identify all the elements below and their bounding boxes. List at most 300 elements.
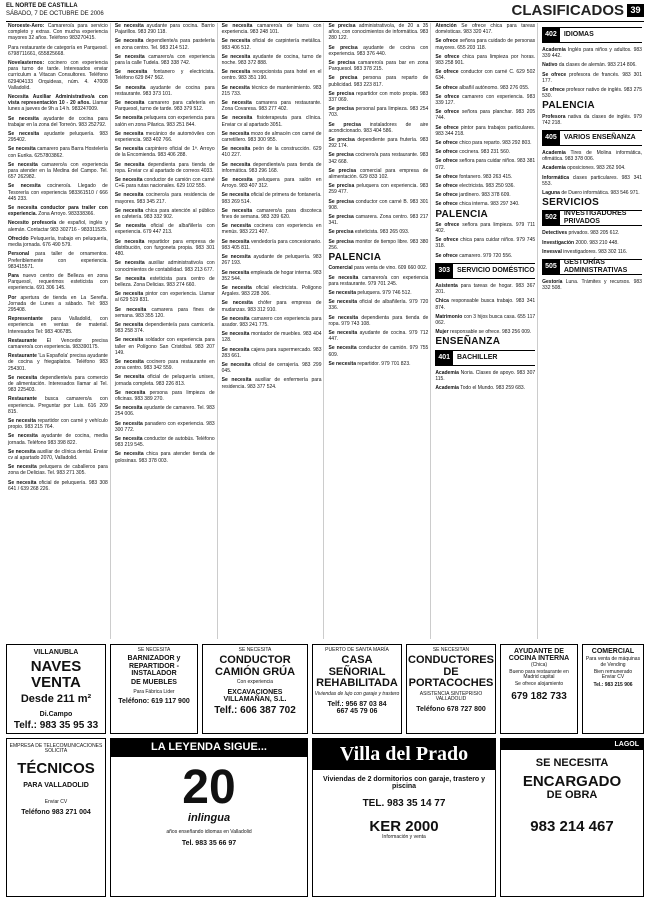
classified-ad	[328, 75, 428, 87]
ad-line: inlingua	[187, 811, 231, 824]
ad-text: esteticista para centro de belleza. Zona Delicias. 983 274 660.	[114, 275, 215, 288]
ad-text: Peluquería, trabajo en peluquería, media jornada. 676 490 579.	[8, 235, 108, 249]
ad-lead: Se necesita	[221, 161, 251, 168]
ad-lead: Se necesita	[114, 115, 143, 122]
ad-lead: Se necesita	[221, 69, 251, 76]
ad-text: oficial de carpintería metálica. 983 406 512.	[221, 38, 322, 51]
classified-ad	[222, 23, 322, 35]
classified-ad	[328, 299, 428, 311]
classified-ad	[542, 279, 642, 291]
ad-lead: Se necesita	[221, 146, 251, 153]
classified-ad	[115, 405, 215, 417]
category-heading: ENSEÑANZA	[435, 336, 501, 348]
ad-text: recepcionista para hotel en el centro. 983 351 190.	[221, 69, 322, 82]
classified-ad	[115, 192, 215, 204]
ad-text: auxiliar administrativo/a con conocimientos de contabilidad. 983 213 677.	[114, 260, 215, 273]
classified-ad	[222, 347, 322, 359]
ad-lead: Se necesita	[114, 275, 146, 282]
classified-ad	[222, 208, 322, 220]
ad-line: VILLANUBLA	[33, 649, 79, 656]
ad-lead: Se precisa	[328, 60, 355, 67]
ad-lead: Se ofrece	[435, 93, 460, 100]
ad-lead: Se ofrece	[435, 38, 459, 45]
classified-ad	[435, 283, 535, 295]
classified-ad	[8, 23, 108, 42]
region-heading: PALENCIA	[328, 252, 382, 264]
classified-ad	[435, 69, 535, 81]
classified-ad	[435, 23, 535, 35]
classified-ad	[328, 168, 428, 180]
ad-line: Telf.: 606 387 702	[214, 705, 296, 717]
ad-text: chófer para empresa de mudanzas. 983 312 910.	[221, 300, 322, 313]
ad-text: pintor para trabajos particulares. 983 344 218.	[435, 124, 536, 137]
classified-ad	[8, 480, 108, 492]
classified-ad	[115, 115, 215, 127]
classified-ad	[435, 183, 535, 189]
classified-ad	[115, 146, 215, 158]
classified-ad	[8, 418, 108, 430]
ad-text: 2000. 983 210 448.	[575, 239, 619, 246]
classified-ad	[328, 239, 428, 251]
ad-line: Enviar CV	[601, 674, 625, 681]
classified-ad	[435, 158, 535, 170]
ad-tecnicos	[6, 738, 106, 897]
ad-lead: Se precisa	[328, 152, 354, 159]
ad-line: SE NECESITA	[535, 757, 609, 770]
ad-lead: Se necesita	[8, 183, 41, 190]
ad-lead: Se necesita	[114, 223, 146, 230]
ad-text: persona para limpieza de oficinas. 983 389 270.	[114, 389, 215, 402]
classified-ad	[435, 149, 535, 155]
classified-ad	[542, 150, 642, 162]
ad-lead: Nativo	[542, 62, 558, 69]
ad-lead: Se ofrece	[435, 252, 458, 259]
ad-encargado-obra	[500, 738, 644, 897]
ad-text: ayudante de cocina, media jornada. Teléfono 983 398 822.	[8, 433, 108, 446]
ad-lead: Se ofrece	[435, 221, 460, 228]
classified-ad	[435, 94, 535, 106]
ad-line: Viviendas de 2 dormitorios con garaje, trastero y piscina	[322, 776, 486, 791]
ad-line: BARNIZADOR y REPARTIDOR - INSTALADOR	[127, 655, 181, 677]
ad-lead: Se ofrece	[435, 84, 458, 91]
classified-ad	[115, 436, 215, 448]
ad-barnizador	[110, 644, 198, 734]
ad-text: ayudante para cocina. Barrio Pajarillos. 983 290 118.	[114, 23, 215, 36]
ad-text: personal para limpieza. 983 254 703.	[328, 106, 429, 119]
ad-text: Zona Arroyo. 983338366.	[38, 211, 95, 218]
ad-conductor-grua	[202, 644, 308, 734]
ad-lead: Se necesita	[114, 435, 143, 442]
ad-text: camarero con experiencia. 983 339 127.	[435, 93, 536, 107]
ad-line: SE NECESITAN	[432, 647, 470, 653]
ad-lead: Se necesita	[8, 161, 38, 168]
ad-line: DE OBRA	[546, 788, 598, 801]
ad-text: dependiente/a para comercio de alimentación. Interesados llamar al Tel. 983 225403.	[8, 374, 108, 394]
ad-line: KER 2000	[369, 818, 439, 836]
ad-lead: Se necesita	[114, 192, 144, 199]
section-heading	[542, 259, 642, 275]
ad-text: oficial de albañilería. 979 720 336.	[328, 299, 429, 312]
ad-text: camarero para Barra Hostelería con Eurika. 6257803862.	[8, 146, 108, 159]
classified-ad	[222, 331, 322, 343]
ad-lead: Se ofrece	[435, 158, 458, 165]
ad-text: dependiente/a para tienda de informática. 983 296 168.	[221, 161, 322, 174]
ad-lead: Se necesita	[114, 161, 145, 168]
classified-ad	[115, 162, 215, 174]
ad-lead: Se necesita	[114, 321, 144, 328]
section-heading	[542, 27, 642, 43]
classified-ad	[328, 330, 428, 342]
classified-ad	[328, 345, 428, 357]
classified-ad	[115, 374, 215, 386]
ad-text: cocinero/a para residencia de mayores. 983 345 217.	[114, 192, 215, 205]
classified-ad	[222, 223, 322, 235]
ad-text: oficial de peluquería unisex, jornada completa. 983 226 813.	[114, 374, 215, 387]
ad-text: dependienta para tienda de ropa. 979 743 108.	[328, 314, 429, 327]
ad-lead: Academia	[542, 165, 566, 172]
classified-ad	[328, 275, 428, 287]
ad-text: ayudante de camarero. Tel. 983 254 006.	[114, 405, 215, 418]
classifieds-columns	[6, 23, 644, 639]
ad-lead: Se necesita	[114, 207, 144, 214]
classified-ad	[435, 85, 535, 91]
ad-text: cajera para supermercado. 983 283 661.	[221, 346, 322, 359]
ad-text: cocinero/a para restaurante. 983 342 668.	[328, 152, 429, 165]
classified-ad	[542, 62, 642, 68]
ad-text: soldador con experiencia para taller en Polígono San Cristóbal. 983 207 149.	[114, 337, 215, 356]
ad-text: cocinero/a. Llegado de Tesorería con experiencia 983361510 / 666 445 233.	[8, 183, 108, 202]
classified-ad	[328, 199, 428, 211]
classified-ad	[542, 240, 642, 246]
ad-text: camarero/a para discoteca fines de semana. 983 339 620.	[221, 207, 322, 221]
ad-lead: Restaurante	[8, 353, 37, 360]
ad-text: repartidor. 979 701 823.	[357, 360, 411, 367]
section-heading	[542, 210, 642, 226]
classified-ad	[222, 69, 322, 81]
region-heading: PALENCIA	[435, 208, 489, 220]
classified-ad	[222, 192, 322, 204]
ad-text: camarero. 979 720 556.	[459, 252, 513, 259]
ad-text: camarero/a con experiencia para la calle Tudela. 983 338 742.	[114, 53, 215, 67]
classified-ad	[222, 146, 322, 158]
ad-text: vendedor/a para concesionario. 983 405 811.	[221, 238, 322, 251]
ad-lead: Se necesita	[8, 448, 36, 455]
ad-line: COMERCIAL	[591, 648, 635, 655]
ad-text: montador de muebles. 983 404 128.	[221, 331, 322, 344]
ad-text: peón de la construcción. 629 410 227.	[221, 146, 322, 159]
classified-ad	[8, 146, 108, 158]
ad-text: Inglés para niños y adultos. 983 339 442.	[542, 47, 642, 60]
classified-ad	[542, 114, 642, 126]
classified-ad	[115, 451, 215, 463]
ad-line: Bien remunerado	[593, 668, 633, 675]
classified-ad	[435, 109, 535, 121]
ad-lead: Academia	[542, 150, 566, 157]
ad-lead: Restaurante	[8, 337, 37, 344]
classified-ad	[8, 375, 108, 394]
ad-text: albañil autónomo. 983 276 055.	[459, 84, 530, 91]
classified-ad	[8, 183, 108, 202]
classified-ad	[222, 362, 322, 374]
ad-line: VALLADOLID	[435, 696, 467, 703]
ad-lead: Se necesita	[221, 23, 253, 29]
ad-lead: Se necesita	[114, 53, 145, 60]
ad-lead: Representante	[8, 316, 43, 323]
classified-ad	[328, 137, 428, 149]
ad-lead: Se necesita	[221, 38, 251, 45]
classified-ad	[222, 300, 322, 312]
ad-lead: Chica	[435, 298, 449, 305]
classified-ad	[435, 385, 535, 391]
ad-text: Tires de Molina informática, ofimática. 983 378 006.	[542, 150, 642, 163]
ad-lead: Se necesita	[221, 331, 250, 338]
ad-lead: Se necesita	[114, 238, 145, 245]
ad-text: peluquera con experiencia para salón en zona Pilarica. 983 251 844.	[114, 115, 215, 128]
publication-name: EL NORTE DE CASTILLA	[6, 3, 78, 9]
ad-text: mozo de almacén con carné de carretillero. 983 300 955.	[221, 130, 322, 144]
ad-lead: Se ofrece	[435, 53, 460, 60]
ad-text: busca camarero/a con experiencia. Preguntar por Luis. 616 209 815.	[8, 396, 108, 415]
classified-ad	[435, 54, 535, 66]
ad-lead: Se necesita	[114, 130, 144, 137]
ad-text: camarero/a con experiencia para restaurante. 979 701 245.	[328, 274, 429, 287]
classified-ad	[115, 177, 215, 189]
ad-lead: Se necesita	[114, 146, 144, 153]
classified-ad	[8, 251, 108, 270]
classified-ad	[8, 449, 108, 461]
ad-lead: Se necesita	[221, 269, 250, 276]
classified-ad	[435, 201, 535, 207]
ad-text: instaladores de aire acondicionado. 983 404 586.	[328, 121, 429, 134]
ad-text: ayudante de peluquería. 983 267 193.	[221, 254, 322, 267]
ad-lead: Se precisa	[328, 214, 354, 221]
ad-text: monitor de tiempo libre. 983 380 256.	[328, 238, 429, 251]
classified-ad	[115, 223, 215, 235]
section-heading	[435, 263, 535, 279]
ad-lead: Academia	[435, 384, 459, 391]
ad-text: peluquera de caballeros para zona de Delicias. Tel. 983 271 305.	[8, 464, 108, 477]
classified-ad	[435, 314, 535, 326]
classified-ad	[222, 54, 322, 66]
ad-line: SE NECESITA	[238, 647, 272, 653]
ad-line: (Chica)	[530, 661, 548, 668]
ad-text: oficial de cerrajería. 983 299 045.	[221, 361, 322, 375]
ad-lead: Se necesita	[114, 451, 144, 458]
ad-lead: Academia	[435, 369, 459, 376]
ad-lead: Se necesita	[114, 337, 144, 344]
classified-ad	[328, 214, 428, 226]
ad-line: Para Fábrica Lider	[133, 688, 175, 695]
ad-lead: Se precisa	[328, 23, 356, 29]
ad-lead: Se necesita	[114, 420, 143, 427]
classified-ad	[328, 183, 428, 195]
ad-text: conductor con carné C. 629 502 634.	[435, 69, 536, 82]
classified-ad	[542, 87, 642, 99]
classified-ad	[222, 162, 322, 174]
ad-text: peluquera para salón en Arroyo. 983 407 312.	[221, 177, 322, 190]
ad-lead: Academia	[542, 47, 566, 53]
ad-text: ayudante de cocina, turno de noche. 983 372 888.	[221, 53, 322, 67]
ad-line: EXCAVACIONES VILLAMAÑAN, S.L.	[223, 688, 287, 703]
classified-ad	[8, 236, 108, 248]
classified-ad	[328, 45, 428, 57]
ad-lead: Se precisa	[328, 238, 354, 245]
ad-lead: Se necesita	[8, 374, 38, 381]
ad-line: Para venta de máquinas de Vending	[585, 656, 641, 668]
ad-lead: Se precisa	[328, 44, 358, 51]
section-heading	[435, 350, 535, 366]
classified-ad	[328, 91, 428, 103]
classified-ad	[542, 249, 642, 255]
ad-line: Telf.: 983 35 95 33	[13, 719, 99, 731]
ad-text: chica para limpieza por horas. 983 258 901.	[435, 53, 536, 67]
classified-ad	[222, 316, 322, 328]
ad-line: ENCARGADO	[522, 772, 622, 790]
section-label: VARIOS ENSEÑANZA	[563, 134, 636, 142]
classified-ad	[115, 23, 215, 35]
ad-line: Viviendas de lujo con garaje y trastero	[314, 690, 400, 697]
classified-ad	[115, 307, 215, 319]
ad-text: nativa da clases de inglés. 979 742 218.	[542, 113, 642, 126]
ad-text: señora para planchar. 983 205 744.	[435, 109, 536, 122]
ad-lead: Se precisa	[328, 183, 355, 190]
classified-ad	[542, 72, 642, 84]
classified-ad	[8, 162, 108, 181]
ad-inlingua	[110, 738, 308, 897]
classified-ad	[115, 100, 215, 112]
ad-lead: Se ofrece	[542, 87, 565, 94]
ad-text: cocinera con experiencia en menús. 983 221 407.	[221, 223, 322, 236]
ad-text: de Duero informática. 983 546 971.	[561, 190, 640, 197]
ad-lead: Se necesita	[221, 346, 250, 353]
classified-ad	[435, 140, 535, 146]
classified-ad	[8, 316, 108, 335]
ad-lead: Comercial	[328, 265, 353, 272]
section-number: 502	[542, 211, 560, 225]
ad-lead: Se necesita	[328, 289, 357, 296]
ad-lead: Se necesita conductor para trailer con experiencia.	[8, 205, 108, 218]
ad-text: pintor con experiencia. Llamar al 629 519 831.	[114, 291, 215, 304]
classified-ad	[8, 131, 108, 143]
classified-ad	[115, 359, 215, 371]
ad-text: Llamar lunes a jueves de 9h a 14 h. 983247009.	[8, 100, 108, 113]
classified-ad	[222, 270, 322, 282]
page-number: 39	[627, 4, 644, 17]
ad-line: Desde 211 m²	[20, 692, 92, 705]
ad-lead: Se necesita	[8, 417, 36, 424]
ad-text: cocinera. 983 231 560.	[459, 149, 511, 156]
ad-lead: Se necesita	[221, 115, 253, 122]
classified-ad	[115, 54, 215, 66]
ad-text: camarero con experiencia para asador. 983 241 775.	[221, 315, 322, 328]
classified-ad	[8, 464, 108, 476]
classified-ad	[328, 315, 428, 327]
ad-line: 667 45 79 06	[336, 708, 378, 716]
ad-text: profesor nativo de inglés. 983 275 530.	[542, 87, 642, 100]
classified-ad	[328, 60, 428, 72]
section-number: 401	[435, 351, 453, 365]
ad-text: para taller de ornamentos. Preferiblemente con experiencia. 983415571.	[8, 251, 108, 270]
ad-text: investigadores. 983 302 116.	[563, 248, 628, 255]
ad-text: Todo el Mundo. 983 259 683.	[460, 384, 526, 391]
classified-ad	[542, 165, 642, 171]
ad-lead: Se precisa	[328, 137, 355, 144]
ad-lead: Por	[8, 294, 17, 301]
ad-text: oficial electricista. Polígono Argales. 983 228 306.	[221, 284, 322, 298]
ad-line: TÉCNICOS	[17, 759, 95, 777]
ad-lead: Se ofrece	[435, 124, 459, 131]
ad-line: DE MUEBLES	[131, 679, 177, 687]
ad-lead: Se necesita	[221, 300, 253, 307]
classified-ad	[115, 260, 215, 272]
classified-ad	[8, 338, 108, 350]
ad-lead: Se precisa	[328, 90, 355, 97]
ad-lead: Ofrecido	[8, 235, 29, 242]
section-number: 405	[542, 131, 560, 145]
classified-ad	[328, 152, 428, 164]
classified-ad	[115, 239, 215, 258]
classified-ad	[222, 115, 322, 127]
column-6	[540, 23, 644, 639]
ad-lead: Mujer	[435, 329, 449, 336]
ad-line: LA LEYENDA SIGUE...	[111, 739, 307, 757]
ad-lead: Se precisa	[328, 229, 354, 236]
classified-ad	[115, 208, 215, 220]
ad-text: dependienta para tienda de ropa. Enviar cv al apartado de correos 4033.	[114, 161, 215, 174]
classified-ad	[115, 421, 215, 433]
section-label: SERVICIO DOMÉSTICO	[457, 266, 535, 274]
ad-lead: Se necesita	[114, 38, 144, 45]
classified-ad	[115, 85, 215, 97]
classified-ad	[435, 298, 535, 310]
ad-lead: Se necesita	[114, 100, 145, 107]
classified-ad	[222, 377, 322, 389]
ad-lead: Se necesita	[114, 260, 145, 267]
ad-text: ayudante peluquería. 983 295402.	[8, 131, 108, 144]
ad-line: años enseñando idiomas en Valladolid	[166, 829, 252, 836]
ad-line: Tel. 983 35 66 97	[181, 839, 237, 847]
ad-lead: Se necesita	[114, 358, 144, 365]
classified-ad	[435, 329, 535, 335]
classified-ad	[8, 205, 108, 217]
ad-text: oficial de albañilería con experiencia. 679 447 213.	[114, 223, 215, 236]
ad-text: fontanero y electricista. Teléfono 629 847 562.	[114, 69, 215, 82]
ad-line: NAVES VENTA	[30, 658, 82, 692]
section-number: 402	[542, 28, 560, 42]
ad-lead: Se precisa	[328, 198, 354, 205]
section-title: CLASIFICADOS	[511, 2, 624, 19]
ad-text: empleada de hogar interna. 983 352 544.	[221, 269, 322, 282]
ad-text: camarera. Zona centro. 983 217 341.	[328, 214, 429, 227]
ad-lead: Invesval	[542, 248, 562, 255]
ad-text: conductor con carné B. 983 301 908.	[328, 198, 429, 211]
classified-ad	[115, 322, 215, 334]
ad-lead: Se necesita	[114, 23, 144, 29]
ad-comercial	[582, 644, 644, 734]
ad-text: persona para reparto de publicidad. 983 223 817.	[328, 75, 429, 88]
ad-text: técnico de mantenimiento. 983 215 733.	[221, 84, 322, 97]
ad-text: repartidor para empresa de distribución, con furgoneta propia. 983 301 480.	[114, 238, 215, 258]
ad-lead: Se necesita	[221, 315, 250, 322]
ad-lead: Se necesita	[221, 130, 250, 137]
ad-lead: Se necesita	[328, 299, 357, 306]
ad-line: Se ofrece alojamiento	[514, 681, 564, 688]
ad-text: chica para atender tienda de golosinas. 983 378 003.	[114, 451, 215, 464]
ad-line: ASISTENCIA SINTEPRISIO	[419, 690, 483, 697]
classified-ad	[222, 38, 322, 50]
ad-text: repartidor con moto propia. 983 337 069.	[328, 90, 429, 104]
ad-lead: Se ofrece	[435, 149, 458, 156]
